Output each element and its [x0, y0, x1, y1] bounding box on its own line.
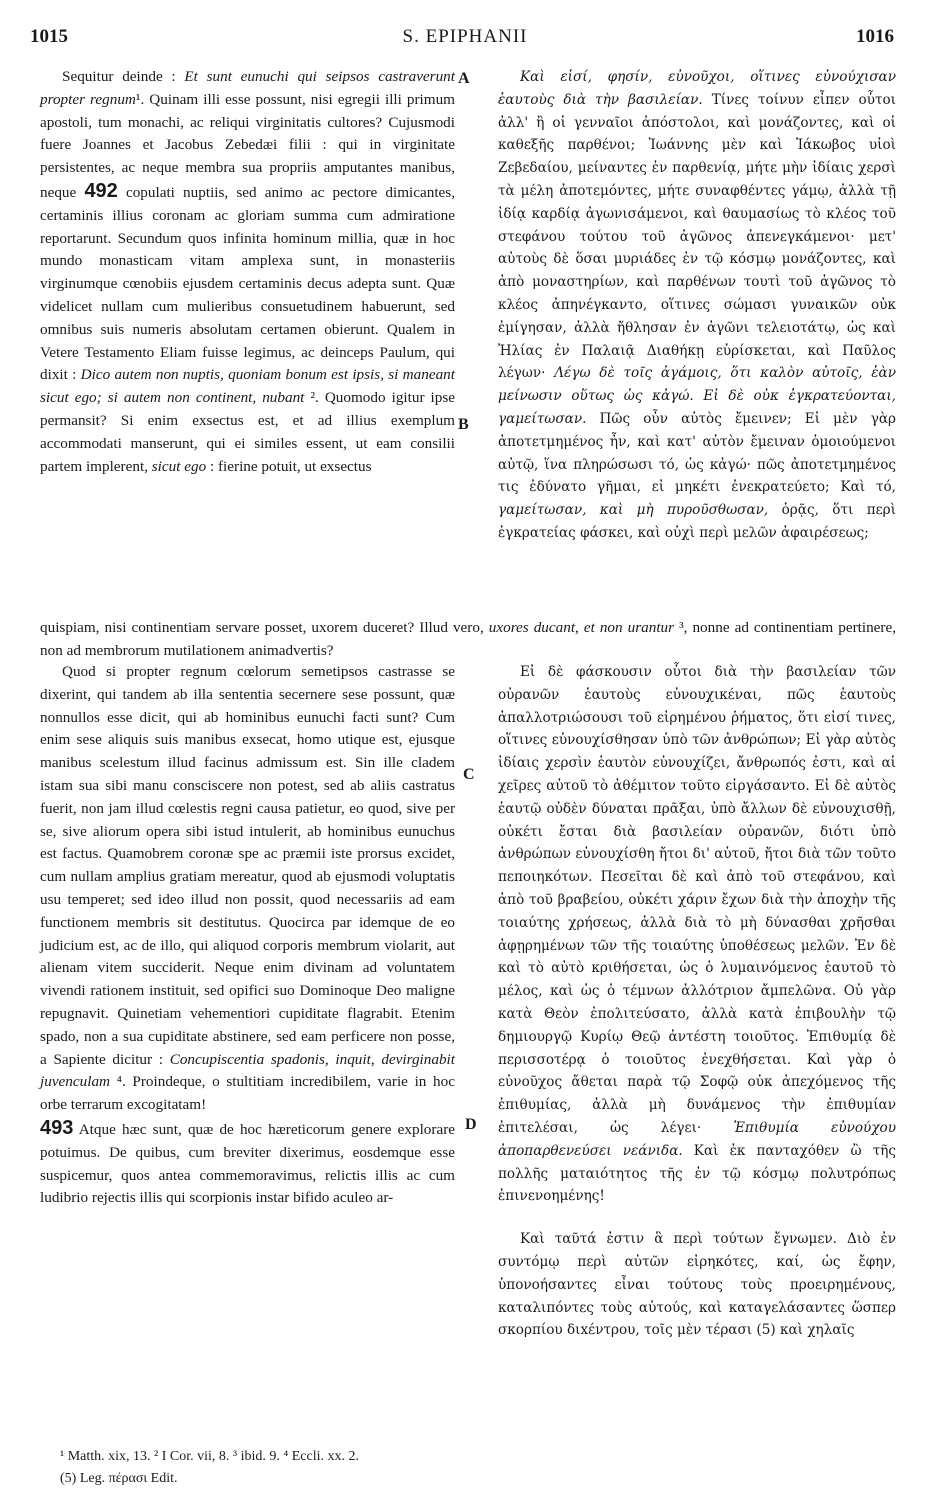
latin-paragraph: 493 Atque hæc sunt, quæ de hoc hæreticorum genere explorare potuimus. De quibus, cum breviter dixerimus, eosdemque esse suspicemur, quos antea commemoravimus, relictis illis ac cum ludibrio rejectis illis qui scorpionis instar bifido aculeo ar-: [40, 1116, 455, 1207]
latin-paragraph: Sequitur deinde : Et sunt eunuchi qui seipsos castraverunt propter regnum¹. Quinam illi esse possunt, nisi egregii illi primum apostoli, tum monachi, ac reliqui virginitatis cultores? Cujusmodi fuere Joannes et Jacobus Zebedæi filii : qui in virginitate persistentes, ac neque membra sua propriis amputantes manibus, neque 492 copulati nuptiis, sed animo ac pectore dimicantes, certaminis illius coronam ac gloriam summa cum admiratione reportarunt. Secundum quos infinita hominum millia, quæ in hoc mundo monasticam vitam amplexa sunt, in monasteriis virginumque cœnobiis ejusdem certaminis decus adepta sunt. Quæ videlicet nullam cum mulieribus consuetudinem habuerunt, sed omnibus suis numeris absolutam certamen obierunt. Qualem in Vetere Testamento Eliam fuisse legimus, ac deinceps Paulum, qui dixit : Dico autem non nuptis, quoniam bonum est ipsis, si maneant sicut ego; si autem non continent, nubant ². Quomodo igitur ipse permansit? Si enim exsectus est, et ad illius exemplum accommodati manserunt, qui ei similes essent, ut eam consilii partem implerent, sicut ego : fierine potuit, ut exsectus: [40, 68, 456, 475]
greek-paragraph: Εἰ δὲ φάσκουσιν οὗτοι διὰ τὴν βασιλείαν τῶν οὐρανῶν ἑαυτοὺς εὐνουχικέναι, πῶς ἑαυτοὺς ἀπαλλοτριώσουσι τοῦ εἰρημένου ῥήματος, ὅτι εἰσί τινες, οἵτινες εὐνουχίσθησαν ὑπὸ τῶν ἀνθρώπων; Εἰ γὰρ αὐτὸς ἰδίαις χερσὶν ἑαυτὸν εὐνουχίζει, ἄνθρωπός ἐστι, καὶ αἱ χεῖρες αὐτοῦ τὸ ἀθέμιτον τοῦτο εἰργάσαντο. Εἰ δὲ αὐτὸς ἑαυτῷ οὐδὲν δύναται πρᾶξαι, ὑπὸ ἄλλων δὲ εὐνουχισθῇ, οὐκέτι ἔσται διὰ βασιλείαν οὐρανῶν, διότι ὑπὸ ἀνθρώπων εὐνουχίσθη ἤτοι δι' αὐτοῦ, ἤτοι διὰ τῶν τοῦτο πεποιηκότων. Πεσεῖται δὲ καὶ ἀπὸ τοῦ στεφάνου, καὶ ἀπὸ τοῦ βραβείου, οὐκέτι χάριν ἔχων διὰ τὴν ἀποχὴν τῆς τοιαύτης χρήσεως, ἀλλὰ διὰ τὸ μὴ δύνασθαι χρῆσθαι ἀφῃρημένων τῶν τῆς τοιαύτης ὑποθέσεως μελῶν. Ἐν δὲ καὶ τὸ αὐτὸ κριθήσεται, ὡς ὁ λυμαινόμενος ἑαυτοῦ τὸ μέλος, καὶ ὡς ὁ τέμνων ἀλλότριον ἄμπελῶνα. Οὐ γὰρ κατὰ Θεὸν ἐπολιτεύσατο, ἀλλὰ κατὰ ἐπιβουλὴν τῷ δημιουργῷ Κυρίῳ Θεῷ ἀντέστη τοιοῦτος. Ἐπιθυμίᾳ δὲ περισσοτέρᾳ ὁ τοιοῦτος ἐνεχθήσεται. Καὶ γὰρ ὁ εὐνοῦχος ἄθεται παρὰ τῷ Σοφῷ οὐκ ἀπεχόμενος τῆς ἐπιθυμίας, ἀλλὰ μὴ δυνάμενος τὴν ἐπιθυμίαν ἐπιτελέσαι, ὡς λέγει· Ἐπιθυμία εὐνούχου ἀποπαρθενεύσει νεάνιδα. Καὶ ἐκ πανταχόθεν ὢ τῆς πολλῆς ματαιότητος τῆς ἐν τῷ κόσμῳ πολυτρόπως ἐπινενοημένης!: [498, 664, 896, 1205]
greek-paragraph: Καὶ ταῦτά ἐστιν ἃ περὶ τούτων ἔγνωμεν. Διὸ ἐν συντόμῳ περὶ αὐτῶν εἰρηκότες, καί, ὡς ἔφην, ὑπονοήσαντες εἶναι τούτους τοὺς προειρημένους, καταλιπόντες τοὺς αὐτούς, καὶ καταγελάσαντες ὥσπερ σκορπίου διxέντρου, τοῖς μὲν τέρασι (5) καὶ χηλαῖς: [498, 1231, 896, 1339]
footnote-line: ¹ Matth. xix, 13. ² I Cor. vii, 8. ³ ibid. 9. ⁴ Eccli. xx. 2.: [60, 1449, 360, 1464]
margin-letter-c: C: [463, 766, 475, 783]
latin-full-width-lines: quispiam, nisi continentiam servare posset, uxorem duceret? Illud vero, uxores ducant, et non urantur ³, nonne ad continentiam pertinere, non ad membrorum mutilationem animadvertis?: [40, 619, 896, 659]
footnote-line: (5) Leg. πέρασι Edit.: [60, 1471, 178, 1486]
page-number-right: 1016: [856, 26, 894, 47]
section-number-493: 493: [40, 1116, 74, 1139]
greek-paragraph: Καὶ εἰσί, φησίν, εὐνοῦχοι, οἵτινες εὐνούχισαν ἑαυτοὺς διὰ τὴν βασιλείαν. Τίνες τοίνυν εἶπεν οὗτοι ἀλλ' ἢ οἱ γενναῖοι ἀπόστολοι, καὶ μονάζοντες, καὶ οἱ καθεξῆς παρθένοι; Ἰωάννης μὲν καὶ Ἰάκωβος υἱοὶ Ζεβεδαίου, μείναντες ἐν παρθενίᾳ, μήτε μὴν ἰδίαις χερσὶ τὰ μέλη ἀποτεμόντες, μήτε συναφθέντες γάμῳ, ἀλλὰ τῇ ἰδίᾳ καρδίᾳ ἀγωνισάμενοι, καὶ θαυμασίως τὸ κλέος τοῦ στεφάνου τούτου τοῦ ἀγῶνος ἀπενεγκάμενοι· μετ' αὐτοὺς δὲ ὅσαι μυριάδες ἐν τῷ κόσμῳ μονάζοντες, καὶ ἀπὸ μοναστηρίων, καὶ παρθένων τουτὶ τοῦ ἀγῶνος τὸ κλέος ἀπηνέγκαντο, οἵτινες σώμασι γυναικῶν οὐκ ἐμίγησαν, ἀλλὰ ἤθλησαν ἐν ἀγῶνι τελειοτάτῳ, ὡς καὶ Ἠλίας ἐν Παλαιᾷ Διαθήκῃ εὑρίσκεται, καὶ Παῦλος λέγων· Λέγω δὲ τοῖς ἀγάμοις, ὅτι καλὸν αὐτοῖς, ἐὰν μείνωσιν οὕτως ὡς κἀγώ. Εἰ δὲ οὐκ ἐγκρατεύονται, γαμείτωσαν. Πῶς οὖν αὐτὸς ἔμεινεν; Εἰ μὲν γὰρ ἀποτετμημένος ἦν, καὶ κατ' αὐτὸν ἔμειναν ὁμοιούμενοι αὐτῷ, ἵνα πληρώσωσι τό, ὡς κἀγώ· πῶς ἀποτετμημένος τις ἐδύνατο γῆμαι, εἰ μηκέτι ἐνεκρατεύετο; Καὶ τό, γαμείτωσαν, καὶ μὴ πυροῦσθωσαν, ὁρᾷς, ὅτι περὶ ἐγκρατείας φάσκει, καὶ οὐχὶ περὶ μελῶν ἀφαιρέσεως;: [498, 69, 896, 541]
greek-column-top: [498, 66, 896, 614]
section-number-492: 492: [84, 179, 118, 202]
greek-column-bottom: [498, 661, 896, 1441]
latin-paragraph: Quod si propter regnum cœlorum semetipsos castrasse se dixerint, qui tandem ab illa sententia secernere sese possunt, quæ nonnullos esse dicit, qui ab hominibus eunuchi facti sunt? Cum enim sese aliquis suis manibus exsecat, homo utique est, ejusque manibus scelestum illud facinus admissum est. Sin ille cladem istam sua sibi manu consciscere non potest, sed ab aliis castratus fuerit, non jam illud cœlestis regni causa patietur, eo quod, sive per se, sive aliorum opera sibi istud intulerit, ab hominibus eunuchus est factus. Quamobrem coronæ spe ac præmii iste prorsus excidet, cum nullam amplius gratiam mereatur, quod ab ejusmodi voluptatis usu temperet; sed ideo illud non possit, quod necessariis ad eam functionem membris sit destitutus. Quocirca par idemque de eo judicium est, ac de illo, qui aliquod corporis membrum violarit, aut alienam vitem succiderit. Neque enim divinam ad voluntatem vivendi rationem instituit, sed opifici suo Dominoque Deo maligne repugnavit. Quinetiam vehementiori cupiditate flagrabit. Etenim spado, non a sua cupiditate abstinere, sed eam perficere non posse, a Sapiente dicitur : Concupiscentia spadonis, inquit, devirginabit juvenculam ⁴. Proindeque, o stultitiam incredibilem, varie in hoc orbe terrarum excogitatam!: [40, 663, 456, 1114]
margin-letter-a: A: [458, 70, 470, 87]
latin-column-bottom: [40, 661, 455, 1441]
latin-column-top: [40, 66, 455, 614]
margin-letter-d: D: [465, 1116, 477, 1133]
margin-letter-b: B: [458, 416, 469, 433]
page-number-left: 1015: [30, 26, 68, 47]
page-header: [0, 8, 930, 48]
running-title: S. EPIPHANII: [402, 26, 528, 47]
footnotes: [60, 1446, 359, 1490]
